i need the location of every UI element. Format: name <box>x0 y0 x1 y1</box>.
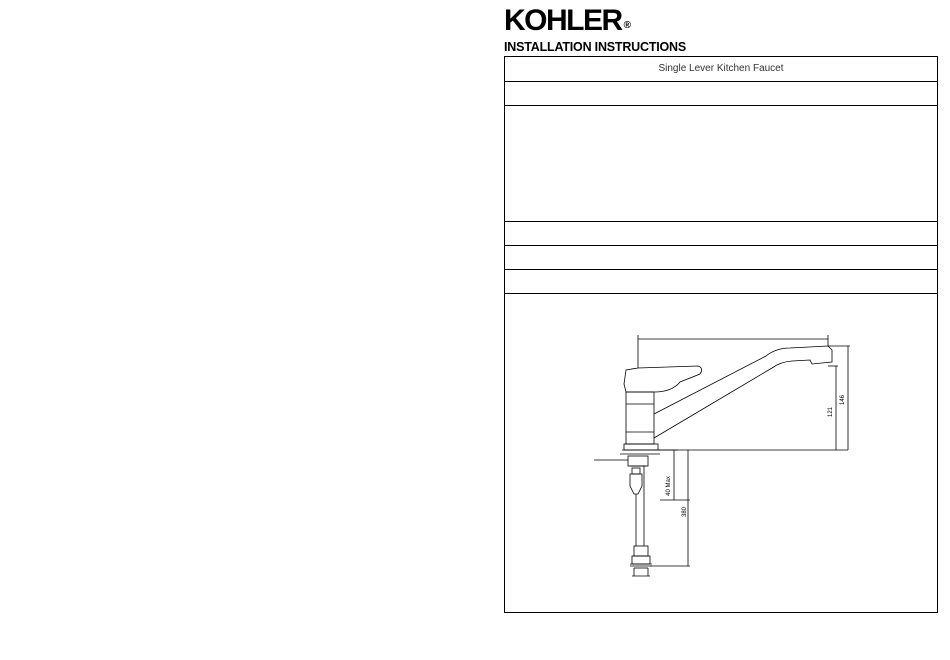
spout-height-label: 121 <box>828 406 834 418</box>
spout <box>654 346 832 438</box>
brand-name: KOHLER <box>504 4 622 37</box>
hose-length-label: 380 <box>682 506 688 518</box>
lever-handle <box>624 366 702 392</box>
product-title: Single Lever Kitchen Faucet <box>658 63 784 74</box>
registered-mark: ® <box>623 20 632 31</box>
shank-nut <box>630 474 642 494</box>
total-height-label: 146 <box>840 394 846 406</box>
deck-thickness-label: 40 Max <box>666 476 672 496</box>
installation-instructions-heading: INSTALLATION INSTRUCTIONS <box>504 40 687 54</box>
hose-fitting <box>634 546 648 556</box>
faucet-base <box>624 444 658 450</box>
faucet-body <box>626 392 654 444</box>
